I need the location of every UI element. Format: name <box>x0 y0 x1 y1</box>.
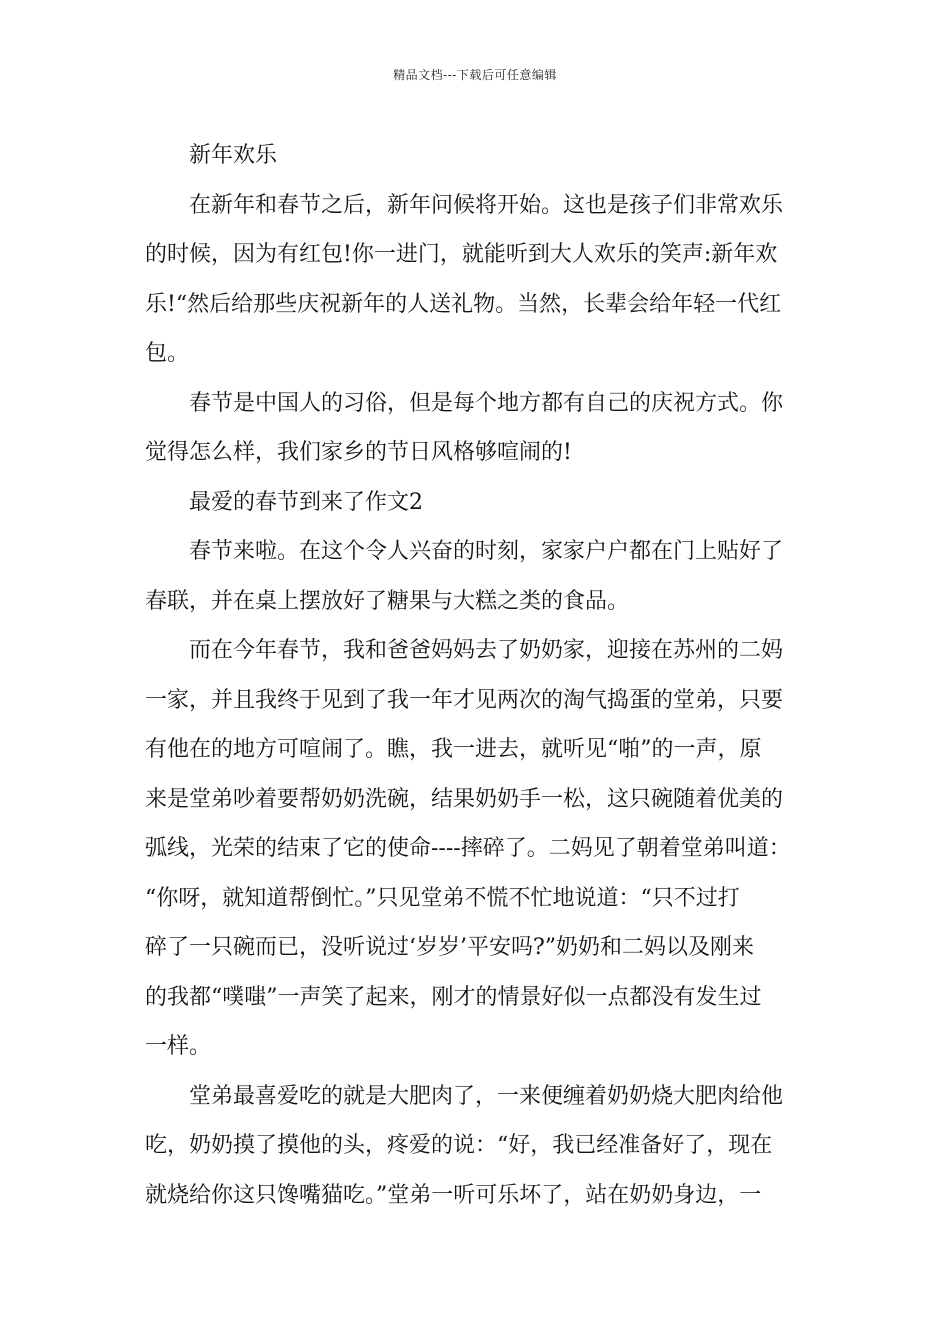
text-line: 碎了一只碗而已，没听说过‘岁岁’平安吗?”奶奶和二妈以及刚来 <box>145 935 755 960</box>
page-header: 精品文档---下载后可任意编辑 <box>393 68 557 82</box>
paragraph <box>145 478 815 528</box>
text-line: “你呀，就知道帮倒忙。”只见堂弟不慌不忙地说道：“只不过打 <box>145 885 740 911</box>
text-line: 春联，并在桌上摆放好了糖果与大糕之类的食品。 <box>145 588 630 614</box>
paragraph <box>145 527 815 626</box>
paragraph <box>145 181 815 379</box>
text-line: 一样。 <box>145 1034 212 1059</box>
text-line: 最爱的春节到来了作文2 <box>189 489 423 515</box>
text-line: 包。 <box>145 341 190 366</box>
text-line: 弧线，光荣的结束了它的使命----摔碎了。二妈见了朝着堂弟叫道： <box>145 836 791 861</box>
paragraph <box>145 131 815 181</box>
paragraph <box>145 626 815 1072</box>
text-line: 来是堂弟吵着要帮奶奶洗碗，结果奶奶手一松，这只碗随着优美的 <box>145 786 784 812</box>
text-line: 乐!“然后给那些庆祝新年的人送礼物。当然，长辈会给年轻一代红 <box>145 291 782 317</box>
text-line: 在新年和春节之后，新年问候将开始。这也是孩子们非常欢乐 <box>189 192 784 218</box>
text-line: 就烧给你这只馋嘴猫吃。”堂弟一听可乐坏了，站在奶奶身边，一 <box>145 1182 762 1208</box>
text-line: 堂弟最喜爱吃的就是大肥肉了，一来便缠着奶奶烧大肥肉给他 <box>189 1083 784 1109</box>
document-body <box>145 131 815 1220</box>
text-line: 春节是中国人的习俗，但是每个地方都有自己的庆祝方式。你 <box>189 390 784 416</box>
text-line: 一家，并且我终于见到了我一年才见两次的淘气捣蛋的堂弟，只要 <box>145 687 784 713</box>
text-line: 春节来啦。在这个令人兴奋的时刻，家家户户都在门上贴好了 <box>189 539 784 564</box>
text-line: 觉得怎么样，我们家乡的节日风格够喧闹的! <box>145 440 572 465</box>
text-line: 有他在的地方可喧闹了。瞧，我一进去，就听见“啪”的一声，原 <box>145 737 762 762</box>
paragraph <box>145 1072 815 1221</box>
text-line: 新年欢乐 <box>189 143 278 168</box>
text-line: 吃，奶奶摸了摸他的头，疼爱的说：“好，我已经准备好了，现在 <box>145 1133 773 1158</box>
text-line: 而在今年春节，我和爸爸妈妈去了奶奶家，迎接在苏州的二妈 <box>189 638 784 663</box>
text-line: 的时候，因为有红包!你一进门，就能听到大人欢乐的笑声:新年欢 <box>145 242 778 267</box>
paragraph <box>145 379 815 478</box>
text-line: 的我都“噗嗤”一声笑了起来，刚才的情景好似一点都没有发生过 <box>145 984 762 1010</box>
